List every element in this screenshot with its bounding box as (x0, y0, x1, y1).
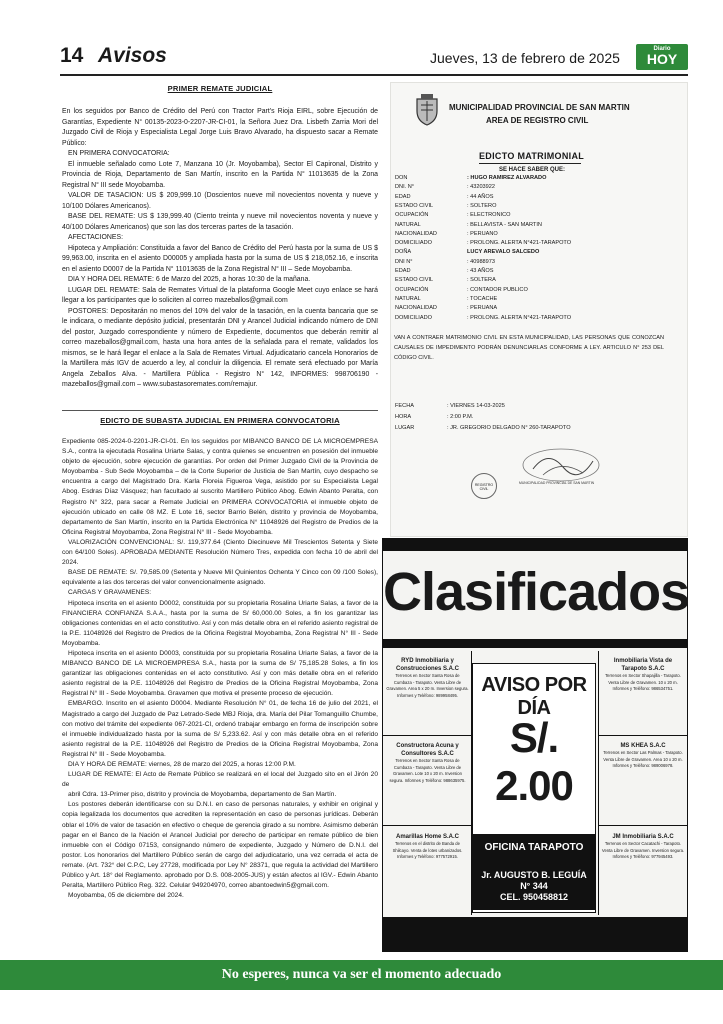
edicto-row-value: : 43 AÑOS (467, 268, 494, 274)
edicto-row-value: : CONTADOR PUBLICO (467, 286, 528, 293)
footer-slogan-bar: No esperes, nunca va ser el momento adecuado (0, 960, 723, 990)
notice-paragraph: VALORIZACIÓN CONVENCIONAL: S/. 119,377.64 (Ciento Diecinueve Mil Trescientos Setenta y Siete con 64/100 Soles). APROBADA MEDIANTE Resolución Número Tres, expedida con fecha 10 de abril del 2024. (62, 538, 378, 567)
edicto-row-label: DNI. N° (395, 184, 415, 191)
notice-paragraph: Expediente 085-2024-0-2201-JR-CI-01. En los seguidos por MIBANCO BANCO DE LA MICROEMPRESA S.A., contra la ejecutada Rosalina Uriarte Salas, y contra quienes se encuentren en posesión del inmueble objeto de ejecución, sobre ejecución de garantías. Por orden del Primer Juzgado Civil de la Provincia de Moyobamba - Sub Sede Moyobamba – de la Corte Superior de Justicia de San Martín, cuyo despacho se encuentra a cargo del Magistrado Dra. Karla Floreia Figueroa Vega, asistido por su Especialista Legal Abog. Esdras Díaz Vásquez; han facultado al suscrito Martillero Público Abog. Edwin Abanto Peralta, con Registro N° 322, para sacar a Remate Judicial en PRIMERA CONVOCATORIA el inmueble objeto de ejecución ubicado en calle 08 MZ. E Lote 16, sector Barrio Belén, distrito y provincia de Moyobamba, departamento de San Martín, inscrito en la Partida Electrónica N° 11048926 del Registro de Predios de la Oficina Registral Moyobamba, Zona Registral N° III - Sede Moyobamba. (62, 438, 378, 536)
ad-divider (599, 735, 687, 736)
edicto-row-label: OCUPACIÓN (395, 212, 429, 219)
edicto-header-area: AREA DE REGISTRO CIVIL (486, 116, 589, 125)
ad-body: Terrenos en el distrito de Banda de Shilcayo. Venta de lotes urbanizados. Informes y Teléfono: 977572915. (392, 841, 463, 860)
signature-caption: MUNICIPALIDAD PROVINCIAL DE SAN MARTIN (519, 481, 595, 485)
ad-address-line: Jr. AUGUSTO B. LEGUÍA N° 344 (481, 870, 587, 891)
notice-paragraph: LUGAR DEL REMATE: Sala de Remates Virtual de la plataforma Google Meet cuyo enlace se hará llegar a los participantes que lo soliciten al correo mazeballos@gmail.com (62, 286, 378, 304)
page-number: 14 (60, 44, 84, 67)
edicto-row-value: : JR. GREGORIO DELGADO N° 260-TARAPOTO (447, 425, 571, 431)
footer-margin (0, 990, 723, 1024)
ad-body: Terrenos en Sector Santa Rosa de Cumbaza - Tarapoto. Venta Libre de Gravamen. Area 5 x 20 m. Inversion segura. Informes y Teléfono: 989958495. (386, 673, 469, 698)
municipal-crest-icon (413, 93, 441, 127)
clasificados-bottom-bar (383, 917, 687, 951)
notice-paragraph: EN PRIMERA CONVOCATORIA: (68, 150, 170, 157)
edicto-subtitle: SE HACE SABER QUE: (499, 167, 566, 173)
notice-paragraph: BASE DE REMATE: S/. 79,585.09 (Setenta y Nueve Mil Quinientos Ochenta Y Cinco con 09 /100 Soles), equivalente a las dos terceras del valor convencionalmente asignado. (62, 569, 378, 587)
ad-divider (383, 825, 471, 826)
notice-paragraph: BASE DEL REMATE: US $ 139,999.40 (Ciento treinta y nueve mil novecientos noventa y nueve y 40/100 Dólares Americanos) que son las dos terceras partes de la tasación. (62, 213, 378, 231)
classified-ad (386, 833, 469, 861)
ad-title: JM Inmobiliaria S.A.C (612, 834, 674, 840)
issue-date: Jueves, 13 de febrero de 2025 (430, 50, 620, 66)
edicto-row-value: : SOLTERO (467, 202, 497, 209)
edicto-row-label: DOÑA (395, 249, 412, 256)
edicto-row-label: ESTADO CIVIL (395, 202, 434, 209)
edicto-row-value: : PERUANA (467, 305, 498, 312)
edicto-row-label: LUGAR (395, 425, 415, 431)
ad-title: Constructora Acuna y Consultores S.A.C (396, 743, 459, 757)
ad-body: Terrenos en Sector Santa Rosa de Cumbaza - Tarapoto. Venta Libre de Gravamen. Lote 10 x 20 m. Inversion segura. Informes y Teléfono: 988635975. (389, 758, 466, 783)
edicto-row-value: : BELLAVISTA - SAN MARTIN (467, 221, 542, 228)
edicto-row-label: DON (395, 175, 408, 181)
edicto-title-underline (479, 163, 581, 164)
ad-headline: AVISO POR DÍA (481, 674, 587, 719)
edicto-row-label: EDAD (395, 268, 411, 274)
edicto-row-value: : ELECTRONICO (467, 212, 511, 219)
edicto-row-value: : PERUANO (467, 230, 498, 237)
edicto-row-value: LUCY AREVALO SALCEDO (467, 249, 540, 256)
ad-office: OFICINA TARAPOTO (484, 842, 584, 853)
section-title: Avisos (98, 44, 167, 67)
column-divider (62, 410, 378, 411)
classified-ad (386, 657, 469, 699)
edicto-title: EDICTO MATRIMONIAL (479, 151, 585, 161)
notice-edicto-subasta (62, 416, 378, 901)
logo-top-text: Diario (653, 46, 671, 52)
ad-divider (383, 735, 471, 736)
ad-divider (599, 825, 687, 826)
clasificados-top-bar (383, 539, 687, 551)
classified-ad (601, 833, 685, 861)
diario-hoy-logo (636, 44, 688, 70)
edicto-row-label: EDAD (395, 193, 411, 200)
edicto-row-value: : SOLTERA (467, 277, 496, 284)
header-rule (60, 74, 688, 76)
edicto-row-value: : 44 AÑOS (467, 193, 494, 200)
edicto-row-value: : 43203922 (467, 184, 495, 191)
page-header (0, 0, 723, 80)
notice-paragraph: Los postores deberán identificarse con su D.N.I. en caso de personas naturales, y exhibir en original y copia legalizada los documentos que acrediten la representación en caso de personas jurídicas. Deberán oblar el 10% de valor de tasación en efectivo o cheque de gerencia girado a su nombre. Asimismo deberán pagar en el Banco de la Nación el Arancel Judicial por derecho de participar en remate público de bien inmueble con el Código 07153, consignando número de expediente, Juzgado y Número de D.N.I. del postor. Los honorarios del Martillero Público serán de cargo del adjudicatario, una vez cerrada el acta de remate. (Art. 732° del C.P.C, Ley 27728, modificada por Ley N° 28371, que regula la actividad del Martillero Público y Art. 18° del Reglamento. aprobado por D.S. 008-2005-JUS) y están afectos al IGV.- Edwin Abanto Peralta, Martillero Público Reg. 322. Celular 949204970, correo abantoedwin5@gmail.com. (62, 801, 378, 890)
edicto-row-label: ESTADO CIVIL (395, 277, 434, 284)
notice-paragraph: En los seguidos por Banco de Crédito del Perú con Tractor Part's Rioja EIRL, sobre Ejecución de Garantías, Expediente N° 00135-2023-0-2207-JR-CI-01, la Señora Juez Dra. Lisbeth Zarria Mori del Juzgado Civil de Rioja y Especialista Legal Jorge Luis Bravo Alvarado, ha dispuesto sacar a Remate Público: (62, 108, 378, 147)
edicto-row-label: DOMICILIADO (395, 314, 432, 321)
clasificados-section (382, 538, 688, 952)
ad-body: Terrenos en Sector Cacatachi - Tarapoto. Venta Libre de Gravamen. Inversion segura. Informes y Teléfono: 977945493. (601, 841, 685, 860)
ad-body: Terrenos en Sector Shapajilla - Tarapoto. Venta Libre de Gravamen. 10 x 20 m. Informes y Teléfono: 986534751. (605, 673, 681, 692)
signature-icon (513, 439, 613, 499)
notice-paragraph: Hipoteca inscrita en el asiento D0003, constituida por su propietaria Rosalina Uriarte Salas, a favor de la MIBANCO BANCO DE LA MICROEMPRESA S.A., hasta por la suma de S/ 75,185.28 Soles, a fin los garantizar las obligaciones contenidas en el acto constitutivo. Así y con más detalle obra en el referido asiento registral de la P.E. 11048926 del Registro de Predios de la Oficina Registral Moyobamba, Zona Registral N° III - Sede Moyobamba. Gravamen que motiva el presente proceso de ejecución. (62, 649, 378, 698)
notice-paragraph: DIA Y HORA DE REMATE: viernes, 28 de marzo del 2025, a horas 12:00 P.M. (68, 761, 296, 768)
edicto-row-label: HORA (395, 414, 412, 420)
edicto-row-value: : TOCACHE (467, 295, 498, 302)
notice-paragraph: Hipoteca y Ampliación: Constituida a favor del Banco de Crédito del Perú hasta por la suma de US $ 99,963.00, inscrita en el asiento D00005 y ampliada hasta por la suma de US $ 218,052.16, e inscrita en el asiento D0007 de la Partida N° 11013635 de la Zona Registral N° III – Sede Moyobamba. (62, 244, 378, 273)
edicto-matrimonial-notice (390, 82, 688, 537)
classified-ad (386, 742, 469, 784)
ad-divider (598, 651, 599, 915)
edicto-row-label: OCUPACIÓN (395, 286, 429, 293)
classified-ad (601, 742, 685, 770)
notice-paragraph: DIA Y HORA DEL REMATE: 6 de Marzo del 2025, a horas 10:30 de la mañana. (68, 276, 311, 283)
notice-paragraph: LUGAR DE REMATE: El Acto de Remate Público se realizará en el local del Juzgado sito en el Jirón 20 de (62, 771, 378, 789)
edicto-row-value: : VIERNES 14-03-2025 (447, 403, 505, 409)
ad-title: RYD Inmobiliaria y Construcciones S.A.C (395, 658, 459, 672)
clasificados-divider-bar (383, 639, 687, 648)
edicto-legal-notice: VAN A CONTRAER MATRIMONIO CIVIL EN ESTA MUNICIPALIDAD, LAS PERSONAS QUE CONOZCAN CAUSALES DE IMPEDIMENTO PODRÁN DENUNCIARLAS CONFORME A LEY. ARTICULO N° 253 DEL CÓDIGO CIVIL. (394, 335, 664, 361)
notice-paragraph: VALOR DE TASACION: US $ 209,999.10 (Doscientos nueve mil novecientos noventa y nueve y 10/100 Dólares Americanos). (62, 192, 378, 210)
notice-paragraph: CARGAS Y GRAVAMENES: (68, 589, 152, 597)
ad-address (477, 870, 591, 903)
edicto-row-value: : 40988973 (467, 258, 495, 265)
aviso-por-dia-ad (472, 663, 596, 913)
notice-paragraph: AFECTACIONES: (68, 234, 124, 241)
notice-body (62, 107, 378, 391)
edicto-header-municipality: MUNICIPALIDAD PROVINCIAL DE SAN MARTIN (449, 103, 630, 112)
edicto-row-label: DOMICILIADO (395, 240, 432, 247)
ad-price: S/. 2.00 (495, 714, 573, 809)
edicto-row-value: : PROLONG. ALERTA N°421-TARAPOTO (467, 314, 572, 321)
edicto-row-label: FECHA (395, 403, 414, 409)
notice-primer-remate (62, 84, 378, 391)
ad-phone: CEL. 950458812 (499, 892, 569, 902)
notice-paragraph: El inmueble señalado como Lote 7, Manzana 10 (Jr. Moyobamba), Sector El Capironal, Distrito y Provincia de Rioja, Departamento de San Martín, inscrito en la Partida N° 11013635 de la Zona Registral N° III sede Moyobamba. (62, 160, 378, 189)
logo-main-text: HOY (646, 51, 678, 67)
edicto-row-label: NATURAL (395, 221, 421, 228)
ad-title: Inmobiliaria Vista de Tarapoto S.A.C (613, 658, 673, 672)
edicto-row-value: : 2:00 P.M. (447, 414, 474, 420)
edicto-row-label: NACIONALIDAD (395, 305, 437, 312)
notice-title: EDICTO DE SUBASTA JUDICIAL EN PRIMERA CONVOCATORIA (100, 416, 340, 425)
edicto-row-label: NATURAL (395, 295, 421, 302)
registro-civil-seal-icon (471, 473, 497, 499)
notice-paragraph: abril Cdra. 13-Primer piso, distrito y provincia de Moyobamba, departamento de San Martín. (68, 791, 337, 799)
notice-paragraph: EMBARGO. Inscrito en el asiento D0004. Mediante Resolución N° 01, de fecha 16 de julio del 2021, el Magistrado a cargo del Juzgado de Paz Letrado-Sede MBJ Rioja, dra. María del Pilar Tomanguillo Chumbe, con motivo del trámite del expediente 067-2021-CI, ordenó trabajar embargo en forma de inscripción sobre el inmueble individualizado hasta por la suma de S/ 5,233.62. Así y con más detalle obra en el referido asiento registral de la P.E. 11048926 del Registro de Predios de la Oficina Registral Moyobamba, Zona Registral N° III - Sede Moyobamba. (62, 700, 378, 758)
ad-title: MS KHEA S.A.C (620, 743, 666, 749)
edicto-row-value: : PROLONG. ALERTA N°421-TARAPOTO (467, 240, 572, 247)
ad-title: Amarillas Home S.A.C (395, 834, 460, 840)
notice-paragraph: Hipoteca inscrita en el asiento D0002, constituida por su propietaria Rosalina Uriarte Salas, a favor de la FINANCIERA CONFIANZA S.A.A., hasta por la suma de S/ 60,000.00 Soles, a fin los garantizar las obligaciones contenidas en el acto constitutivo. Así y con más detalle obra en el referido asiento registral de la P.E. 11048926 del Registro de Predios de la Oficina Registral Moyobamba, Zona Registral N° III - Sede Moyobamba. (62, 599, 378, 647)
edicto-row-label: NACIONALIDAD (395, 230, 437, 237)
seal-text: REGISTRO CIVIL (474, 483, 494, 491)
clasificados-title: Clasificados (383, 562, 690, 622)
notice-title: PRIMER REMATE JUDICIAL (167, 84, 273, 93)
notice-paragraph: Moyobamba, 05 de diciembre del 2024. (68, 892, 184, 900)
ad-body: Terrenos en Sector Las Palmas - Tarapoto. Venta Libre de Gravamen. Area 10 x 20 m. Informes y Teléfono: 989006978. (603, 750, 683, 769)
classified-ad (601, 657, 685, 693)
notice-paragraph: POSTORES: Depositarán no menos del 10% del valor de la tasación, en la cuenta bancaria que se le indicara, o mediante depósito judicial, presentarán DNI y Arancel Judicial indicando número de DNI del postor, Juzgado correspondiente y número de Expediente, documentos que deberán remitir al correo mazeballos@gmail.com, hasta una hora antes de la señalada para el remate, validados los mismos, se le hará llegar el enlace a la Sala de Remates Virtual. Adjudicatario cancela Honorarios de la Martillera más IGV de acuerdo a ley, al concluir la diligencia. El remate será efectuado por María Angela Zeballos Alva. - Martillera Pública - Registro N° 142, INFORMES: 998706190 - mazeballos@gmail.com – www.subastasoremates.com/remajur. (62, 307, 378, 388)
edicto-row-label: DNI N° (395, 258, 413, 265)
edicto-row-value: : HUGO RAMIREZ ALVARADO (467, 175, 547, 181)
notice-body (62, 437, 378, 901)
